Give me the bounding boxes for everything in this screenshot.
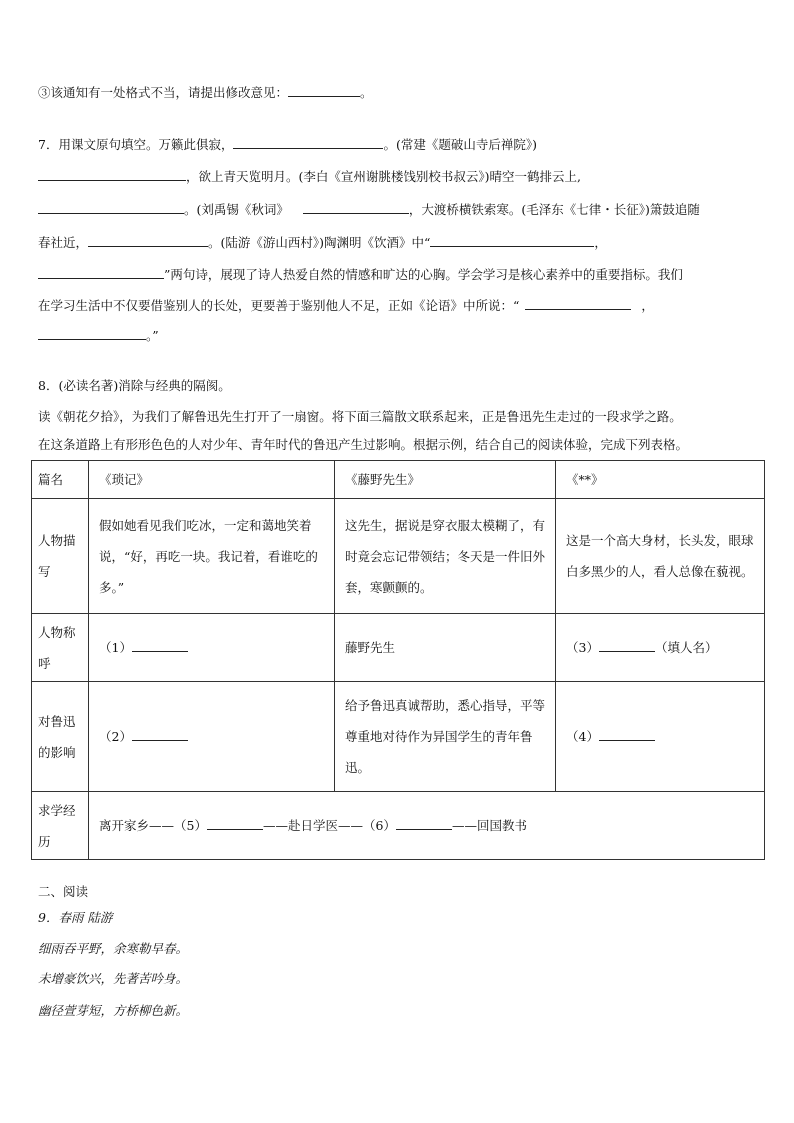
answer-blank[interactable] <box>599 638 655 652</box>
q7-line-1: 7．用课文原句填空。万籁此俱寂， 。(常建《题破山寺后禅院》) <box>38 137 537 152</box>
answer-blank[interactable] <box>396 816 452 830</box>
q9-title: 9．春雨 陆游 <box>38 910 113 925</box>
answer-blank[interactable] <box>288 83 360 97</box>
table-row <box>32 461 765 499</box>
q8-intro-1: 读《朝花夕拾》，为我们了解鲁迅先生打开了一扇窗。将下面三篇散文联系起来，正是鲁迅先生走过的一段求学之路。 <box>38 409 682 424</box>
poem-line: 未增豪饮兴，先著苦吟身。 <box>38 971 189 986</box>
title-cell: 《**》 <box>556 461 765 499</box>
title-cell: 《琐记》 <box>89 461 335 499</box>
q6-item3-text: ③该通知有一处格式不当，请提出修改意见： <box>38 85 289 100</box>
name-cell: 藤野先生 <box>335 614 556 682</box>
row-header: 求学经历 <box>32 792 89 860</box>
row-header: 人物称呼 <box>32 614 89 682</box>
answer-blank[interactable] <box>430 233 594 247</box>
section-heading: 二、阅读 <box>38 884 89 899</box>
q7-line-3: 。(刘禹锡《秋词》 ，大渡桥横铁索寒。(毛泽东《七律・长征》)箫鼓追随 <box>38 200 700 219</box>
table-row <box>32 614 765 682</box>
influence-cell: （4） <box>556 682 765 792</box>
row-header: 篇名 <box>32 461 89 499</box>
answer-blank[interactable] <box>38 326 146 340</box>
desc-cell: 这先生，据说是穿衣服太模糊了，有时竟会忘记带领结；冬天是一件旧外套，寒颤颤的。 <box>335 499 556 614</box>
answer-blank[interactable] <box>132 727 188 741</box>
q7-line-2: ，欲上青天览明月。(李白《宣州谢朓楼饯别校书叔云》)晴空一鹤排云上, <box>38 167 581 186</box>
desc-cell: 假如她看见我们吃冰，一定和蔼地笑着说，“好，再吃一块。我记着，看谁吃的多。” <box>89 499 335 614</box>
answer-blank[interactable] <box>207 816 263 830</box>
answer-blank[interactable] <box>599 727 655 741</box>
q7-line-7: 。” <box>38 326 159 345</box>
q7-line-6: 在学习生活中不仅要借鉴别人的长处，更要善于鉴别他人不足，正如《论语》中所说：“ ， <box>38 298 654 313</box>
answer-blank[interactable] <box>233 135 383 149</box>
q6-item3-line: ③该通知有一处格式不当，请提出修改意见： 。 <box>38 85 373 100</box>
q7-line-5: ”两句诗，展现了诗人热爱自然的情感和旷达的心胸。学会学习是核心素养中的重要指标。我们 <box>38 265 683 284</box>
q8-table <box>31 460 765 860</box>
influence-cell: （2） <box>89 682 335 792</box>
answer-blank[interactable] <box>38 200 184 214</box>
journey-cell: 离开家乡——（5） ——赴日学医——（6） ——回国教书 <box>89 792 765 860</box>
influence-cell: 给予鲁迅真诚帮助，悉心指导，平等尊重地对待作为异国学生的青年鲁迅。 <box>335 682 556 792</box>
answer-blank[interactable] <box>88 233 208 247</box>
answer-blank[interactable] <box>38 265 164 279</box>
desc-cell: 这是一个高大身材，长头发，眼球白多黑少的人，看人总像在藐视。 <box>556 499 765 614</box>
answer-blank[interactable] <box>525 296 631 310</box>
answer-blank[interactable] <box>38 167 186 181</box>
table-row <box>32 499 765 614</box>
title-cell: 《藤野先生》 <box>335 461 556 499</box>
name-cell: （3） （填人名） <box>556 614 765 682</box>
row-header: 人物描写 <box>32 499 89 614</box>
table-row <box>32 792 765 860</box>
q8-title: 8．(必读名著)消除与经典的隔阂。 <box>38 378 231 393</box>
answer-blank[interactable] <box>132 638 188 652</box>
q8-intro-2: 在这条道路上有形形色色的人对少年、青年时代的鲁迅产生过影响。根据示例，结合自己的阅读体验，完成下列表格。 <box>38 437 689 452</box>
q7-line-4: 春社近， 。(陆游《游山西村》)陶渊明《饮酒》中“ ， <box>38 235 607 250</box>
name-cell: （1） <box>89 614 335 682</box>
answer-blank[interactable] <box>303 200 409 214</box>
poem-line: 细雨吞平野，余寒勒早春。 <box>38 941 189 956</box>
poem-line: 幽径萱芽短，方桥柳色新。 <box>38 1003 189 1018</box>
row-header: 对鲁迅的影响 <box>32 682 89 792</box>
table-row <box>32 682 765 792</box>
